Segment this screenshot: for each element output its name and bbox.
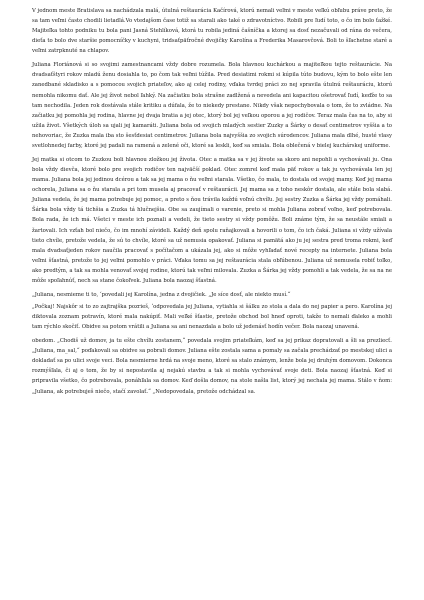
paragraph: obedom. „Chodiš už domov, ja tu ešte chvíľu zostanem,“ povedala svojim priateľkám, keď sa jej prikaz dopratovali a šli sa prezliecť. „Juliana, ma_sal,“ poďakovali sa obidve sa pobrali domov. Juliana ešte zostala sama a pomaly sa začala prechádzať po mestskej ulici a dokladať sa po ulici svoje veci. Bola nesmierne hrdá na svoje meno, ktoré sa stalo známym, lenže bola jej druhým domovom. Dokonca rozmýšľala, či aj o tom, že by si nepostavila aj nejakú stavbu a tak si mohla vychovávať svoje deti. Bola naozaj šťastná. Keď si pripravila všetko, čo potrebovala, ponáhľala sa domov. Keď došla domov, na stole našla list, ktorý jej nechala jej mama. Stálo v ňom: „Juliana, ak potrebuješ niečo, stačí zavolať.“ „Nedopovedala, pretože odchádzal sa. bbox=[32, 338, 392, 395]
paragraph: „Juliana, nesmieme ti to, ‘povedali jej Karolína, jedna z dvojičiek. „Je síce dosť, ale niekto musí.“ bbox=[32, 291, 291, 298]
paragraph: „Počkaj! Najskôr si to zo zajtrajška pozrieš, ‘odpovedala jej Juliana, vytiahla si šálku zo stola a dala do nej papier a pero. Karolína jej diktovala zoznam potravín, ktoré mala nakúpiť. Mali veľké šťastie, pretože obchod bol hneď oproti, takže to nemali ďaleko a mohli tam rýchlo skočiť. Obidve sa potom vrátili a Juliana sa ani nenazdala a bolo už jedenásť hodín večer. Bola naozaj unavená. bbox=[32, 304, 392, 331]
paragraph: Juliana Floriánová si so svojimi zamestnancami vždy dobre rozumela. Bola hlavnou kuchárkou a majiteľkou tejto reštaurácie. Na dvadsaťštyri rokov mladú ženu dosiahla to, po čom tak veľmi túžila. Pred desiatimi rokmi si kúpila túto budovu, kým to bolo ešte len zanedbané skladisko a s pomocou svojich priateľov, ako aj celej rodiny, vďaka tvrdej práci zo nej spravila útulnú reštauráciu, ktorú nemohla nikomu dať. Ale jej život nebol ľahký. Na začiatku bola strašne zadlžená a nevedela ani kapacitou ošetrovať ľudí, keďže to sa tam nechodila. Jeden rok dostávala stále kritiku a dúfala, že to niekedy prestane. Nikdy však nepochybovala o tom, že to zvládne. Na začiatku jej pomohla jej rodina, hlavne jej dvaja bratia a jej otec, ktorý bol jej veľkou oporou a jej rodičov. Teraz mala čas na to, aby si užila život. Všetkých úloh sa ujali jej kamaráti. Juliana bola od svojich mladých sestier Zuzky a Šárky o desať centimetrov vyššia a to nehovoriac, že Zuzka mala iba sto šesťdesiat centimetrov. Juliana bola najvyššia zo svojich súrodencov. Juliana mala dlhé, husté vlasy svetlohnedej farby, ktoré jej padali na ramená a zelené oči, ktoré sa leskli, keď sa smiala. Bola oblečená v bielej kuchárskej uniforme. bbox=[32, 62, 392, 150]
paragraph: Jej matka si otcom to Zuzkou boli hlavnou zložkou jej života. Otec a matka sa v jej živote sa skoro ani nepohli a vychovávali ju. Ona bola vždy dievča, ktoré bolo pre svojich rodičov ten najväčší poklad. Otec zomrel keď mala päť rokov a tak ju vychovávala len jej mama. Juliana bola jej jedinou dcérou a tak sa jej mama o ňu veľmi starala. Všetko, čo mala, to dostala od svojej mamy. Keď jej mama ochorela, Juliana sa o ňu starala a pri tom musela aj pracovať v reštaurácii. Jej mama sa z toho neskôr dostala, ale stále bola slabá. Juliana vedela, že jej mama potrebuje jej pomoc, a preto s ňou trávila každú voľnú chvíľu. Jej sestry Zuzka a Šárka jej vždy pomáhali. Šárka bola vždy tá tichšia a Zuzka tá hlučnejšia. Obe sa zaujímali o varenie, preto si mohla Juliana zobrať voľno, keď potrebovala. Bola rada, že ich má. Všetci v meste ich poznali a vedeli, že tieto sestry si vždy pomôžu. Boli známe tým, že sa neustále smiali a žartovali. Ich vzťah bol niečo, čo im mnohí závideli. Každý deň spolu raňajkovali a hovorili o tom, čo ich čaká. Juliana si vždy užívala tieto chvíle, pretože vedela, že sú to chvíle, ktoré sa už nemusia opakovať. Juliana si pamätá ako ju jej sestra pred troma rokmi, keď mala dvadsaťjeden rokov naučila pracovať s počítačom a ukázala jej, ako si môže vyhľadať nové recepty na internete. Juliana bola veľmi šťastná, pretože to jej veľmi pomohlo v práci. Vďaka tomu sa jej reštaurácia stala obľúbenou. Juliana už nemusela robiť toľko, ako predtým, a tak sa mohla venovať svojej rodine, ktorú tak veľmi milovala. Zuzka a Šárka jej vždy pomohli a tak vedela, že sa na ne môže spoľahnúť, nech sa stane čokoľvek. Juliana bola naozaj šťastná. bbox=[32, 156, 392, 285]
paragraph: V jednom meste Bratislava sa nachádzala malá, útulná reštaurácia Kačírová, ktorú nemali veľmi v meste veľkú obľubu práve preto, že sa tam veľmi často chodili lietadlá.Vo vtedajšom čase totiž sa starali ako také o zdravotníctvo. Robili pre ľudí toto, o čo im bolo ťažké. Majiteľka tohto podniku tu bola pani Jasná Stehlíková, ktorá tu robila jediná čašníčka a ktorej sa dosť nezačuvali od rána do večera, dieťa to bolo dve staršie pomocníčky v kuchyni, tridsaťpäťročné dvojičky Karolína a Frederika Masarovčová. Boli to šľachetne staré a veľmi zatrpknuté na chlapov. bbox=[32, 8, 392, 55]
